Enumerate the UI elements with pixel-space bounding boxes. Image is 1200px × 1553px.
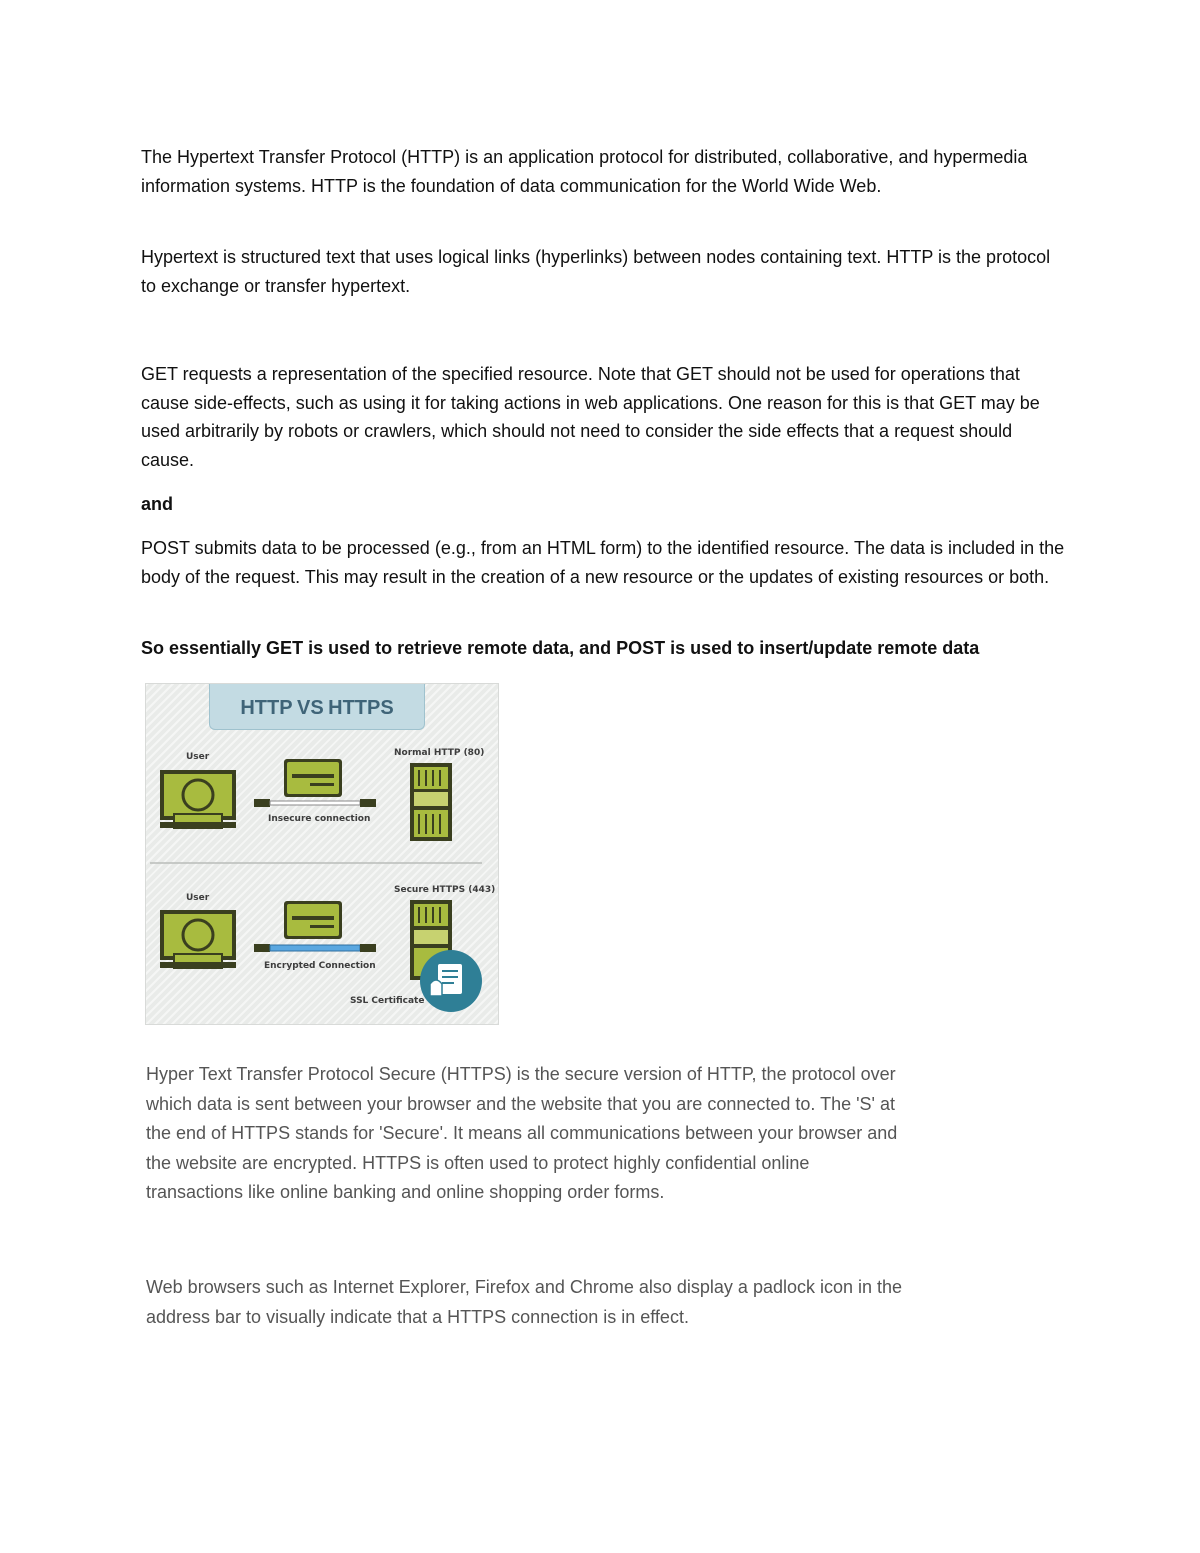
data-packet-icon-secure (284, 901, 342, 939)
user-monitor-icon-secure (160, 910, 236, 968)
label-bottom-user: User (186, 893, 210, 903)
data-packet-icon (284, 759, 342, 797)
paragraph-post: POST submits data to be processed (e.g., from an HTML form) to the identified resource. The data is included in the body of the request. This may result in the creation of a new resource or the updates of existing resources or both. (141, 538, 1065, 587)
figure-title-http: HTTP (240, 697, 293, 719)
http-server-icon (410, 763, 452, 841)
label-ssl-certificate: SSL Certificate (350, 996, 425, 1006)
label-top-user: User (186, 752, 210, 762)
figure-illustration (146, 684, 499, 1025)
insecure-cable (254, 799, 376, 807)
encrypted-cable (254, 944, 376, 952)
figure-title-https: HTTPS (328, 697, 394, 719)
figure-title-box (209, 684, 425, 730)
user-monitor-icon (160, 770, 236, 828)
label-secure-https: Secure HTTPS (443) (394, 885, 496, 895)
http-vs-https-figure (145, 683, 499, 1025)
paragraph-padlock: Web browsers such as Internet Explorer, Firefox and Chrome also display a padlock icon in the address bar to visually indicate that a HTTPS connection is in effect. (146, 1277, 903, 1327)
label-encrypted-connection: Encrypted Connection (264, 961, 376, 971)
label-insecure-connection: Insecure connection (268, 814, 371, 824)
paragraph-summary: So essentially GET is used to retrieve remote data, and POST is used to insert/update remote data (141, 638, 980, 658)
paragraph-get: GET requests a representation of the specified resource. Note that GET should not be used for operations that cause side-effects, such as using it for taking actions in web applications. One reason for this is that GET may be used arbitrarily by robots or crawlers, which should not need to consider the side effects that a request should cause. (141, 364, 1040, 470)
paragraph-https-definition: Hyper Text Transfer Protocol Secure (HTTPS) is the secure version of HTTP, the protocol over which data is sent between your browser and the website that you are connected to. The 'S' at the end of HTTPS stands for 'Secure'. It means all communications between your browser and the website are encrypted. HTTPS is often used to protect highly confidential online transactions like online banking and online shopping order forms. (146, 1064, 898, 1202)
paragraph-hypertext: Hypertext is structured text that uses logical links (hyperlinks) between nodes containing text. HTTP is the protocol to exchange or transfer hypertext. (141, 247, 1051, 296)
label-normal-http: Normal HTTP (80) (394, 748, 485, 758)
ssl-certificate-icon (420, 950, 482, 1012)
paragraph-and: and (141, 494, 174, 514)
figure-title-vs: VS (296, 697, 324, 719)
paragraph-http-intro: The Hypertext Transfer Protocol (HTTP) is an application protocol for distributed, collaborative, and hypermedia information systems. HTTP is the foundation of data communication for the World Wide Web. (141, 147, 1028, 196)
